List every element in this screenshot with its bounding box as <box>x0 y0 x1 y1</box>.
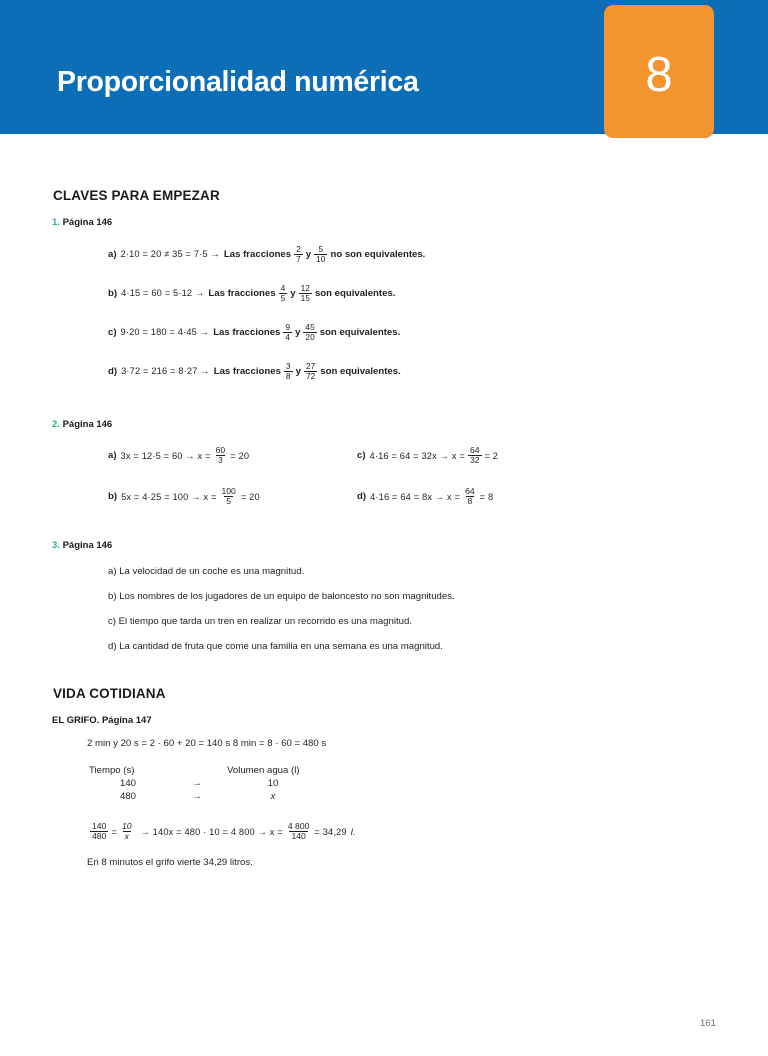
grifo-heading <box>52 715 152 726</box>
fraction-denominator: x <box>124 831 129 842</box>
fraction-numerator: 2 <box>296 244 301 254</box>
exercise-1-answer-a <box>108 245 425 264</box>
grifo-equation <box>87 822 356 841</box>
fraction-denominator: 140 <box>291 831 306 842</box>
fraction-1 <box>283 323 292 342</box>
answer-math-right: = 8 <box>479 491 494 502</box>
page-number: 161 <box>699 1018 716 1029</box>
answer-text-after: son equivalentes. <box>320 365 401 377</box>
fraction-numerator: 100 <box>221 486 236 496</box>
fraction-numerator: 64 <box>465 486 475 496</box>
fraction-2 <box>314 245 327 264</box>
table-row <box>89 791 319 802</box>
answer-math-left: 4·16 = 64 = 8x → x = <box>370 491 461 502</box>
exercise-2-answer-b <box>108 487 260 506</box>
fraction-denominator: 8 <box>467 496 473 507</box>
fraction-2 <box>120 822 134 841</box>
fraction-denominator: 5 <box>226 496 232 507</box>
answer-conjunction: y <box>290 287 296 299</box>
fraction-3 <box>286 822 312 841</box>
unit-number-tab <box>604 5 714 138</box>
answer-text: a) La velocidad de un coche es una magnitud. <box>108 566 305 577</box>
fraction-1 <box>90 822 108 841</box>
unit-number: 8 <box>645 48 673 102</box>
equals-sign: = <box>111 826 117 837</box>
exercise-3-number: 3. <box>52 540 60 551</box>
answer-text-after: no son equivalentes. <box>330 248 426 260</box>
fraction-denominator: 480 <box>92 831 107 842</box>
fraction-numerator: 3 <box>285 361 291 371</box>
fraction-denominator: 8 <box>285 370 291 381</box>
exercise-3-answer-a <box>108 566 304 577</box>
exercise-3-page: Página 146 <box>62 540 113 551</box>
fraction-2 <box>304 362 317 381</box>
answer-math: 2·10 = 20 ≠ 35 = 7·5 → <box>120 249 220 260</box>
fraction-numerator: 4 <box>280 283 286 293</box>
fraction-2 <box>303 323 316 342</box>
answer-text-before: Las fracciones <box>213 365 281 377</box>
equation-unit: l. <box>350 826 356 837</box>
exercise-1-number: 1. <box>52 217 60 228</box>
fraction-numerator: 64 <box>469 445 480 455</box>
fraction-numerator: 5 <box>318 244 324 254</box>
fraction-numerator: 4 800 <box>287 821 310 831</box>
fraction-denominator: 72 <box>305 370 316 381</box>
exercise-2-answer-d <box>357 487 493 506</box>
fraction-denominator: 7 <box>296 253 301 264</box>
column-header-volume: Volumen agua (l) <box>227 765 300 776</box>
fraction-denominator: 5 <box>280 292 286 303</box>
fraction-numerator: 60 <box>215 445 226 455</box>
fraction-denominator: 4 <box>285 331 291 342</box>
fraction-numerator: 140 <box>92 821 107 831</box>
cell-time: 480 <box>119 791 136 802</box>
table-header-row <box>89 765 319 776</box>
fraction-1 <box>294 245 303 264</box>
equation-result: = 34,29 <box>314 826 347 837</box>
fraction-2 <box>299 284 312 303</box>
fraction-numerator: 10 <box>121 821 132 831</box>
answer-math-right: = 20 <box>240 491 260 502</box>
fraction-numerator: 9 <box>285 322 291 332</box>
answer-math-right: = 20 <box>230 450 250 461</box>
answer-text: c) El tiempo que tarda un tren en realizar un recorrido es una magnitud. <box>108 616 412 627</box>
answer-conjunction: y <box>295 326 301 338</box>
column-header-time: Tiempo (s) <box>89 765 135 776</box>
exercise-1-answer-c <box>108 323 400 342</box>
fraction-denominator: 10 <box>316 253 326 264</box>
answer-label: a) <box>108 450 117 462</box>
fraction-numerator: 27 <box>305 361 316 371</box>
fraction-denominator: 20 <box>305 331 315 342</box>
exercise-1-answer-d <box>108 362 401 381</box>
answer-math-left: 3x = 12·5 = 60 → x = <box>120 450 211 461</box>
answer-math: 3·72 = 216 = 8·27 → <box>121 366 210 377</box>
answer-math-right: = 2 <box>484 450 499 461</box>
fraction-1 <box>219 487 237 506</box>
exercise-1-answer-b <box>108 284 395 303</box>
fraction-1 <box>279 284 288 303</box>
section-title-vida-cotidiana: VIDA COTIDIANA <box>53 686 166 701</box>
answer-label: d) <box>108 365 118 377</box>
answer-text-before: Las fracciones <box>213 326 281 338</box>
exercise-2-number: 2. <box>52 419 60 430</box>
section-title-claves: CLAVES PARA EMPEZAR <box>53 188 220 203</box>
fraction-denominator: 15 <box>300 292 310 303</box>
fraction-1 <box>214 446 228 465</box>
answer-text-before: Las fracciones <box>223 248 292 260</box>
fraction-1 <box>284 362 293 381</box>
answer-math: 9·20 = 180 = 4·45 → <box>120 327 210 338</box>
exercise-3-answer-c <box>108 616 412 627</box>
exercise-1-page: Página 146 <box>62 217 113 228</box>
fraction-numerator: 12 <box>300 283 310 293</box>
grifo-heading-text: EL GRIFO. Página 147 <box>52 715 152 726</box>
page-title: Proporcionalidad numérica <box>57 66 419 98</box>
cell-volume: 10 <box>267 778 279 789</box>
fraction-1 <box>463 487 477 506</box>
grifo-conversion-line: 2 min y 20 s = 2 · 60 + 20 = 140 s 8 min = 8 · 60 = 480 s <box>87 738 327 749</box>
equation-middle: → 140x = 480 · 10 = 4 800 → x = <box>140 826 283 837</box>
exercise-3-answer-b <box>108 591 455 602</box>
table-row <box>89 778 319 789</box>
arrow-icon: → <box>192 791 202 802</box>
fraction-denominator: 32 <box>469 455 480 466</box>
answer-label: d) <box>357 491 367 503</box>
exercise-2-answer-a <box>108 446 249 465</box>
cell-volume: x <box>270 791 276 802</box>
exercise-2-page: Página 146 <box>62 419 113 430</box>
answer-text-after: son equivalentes. <box>319 326 401 338</box>
answer-label: c) <box>357 450 366 462</box>
cell-time: 140 <box>119 778 136 789</box>
answer-label: c) <box>108 326 117 338</box>
answer-math-left: 4·16 = 64 = 32x → x = <box>369 450 465 461</box>
exercise-1-heading <box>52 217 112 228</box>
exercise-3-answer-d <box>108 641 443 652</box>
answer-text-before: Las fracciones <box>208 287 276 299</box>
grifo-table <box>87 763 321 804</box>
answer-label: a) <box>108 248 117 260</box>
exercise-2-answer-c <box>357 446 498 465</box>
answer-conjunction: y <box>295 365 301 377</box>
exercise-3-heading <box>52 540 112 551</box>
answer-text: d) La cantidad de fruta que come una familia en una semana es una magnitud. <box>108 641 443 652</box>
fraction-numerator: 45 <box>305 322 315 332</box>
column-header-spacer <box>169 765 225 776</box>
answer-math-left: 5x = 4·25 = 100 → x = <box>121 491 217 502</box>
fraction-denominator: 3 <box>218 455 223 466</box>
exercise-2-heading <box>52 419 112 430</box>
answer-label: b) <box>108 287 118 299</box>
arrow-icon: → <box>192 778 202 789</box>
answer-text: b) Los nombres de los jugadores de un equipo de baloncesto no son magnitudes. <box>108 591 455 602</box>
answer-math: 4·15 = 60 = 5·12 → <box>121 288 205 299</box>
fraction-1 <box>468 446 482 465</box>
answer-text-after: son equivalentes. <box>314 287 396 299</box>
answer-conjunction: y <box>305 248 312 260</box>
answer-label: b) <box>108 491 118 503</box>
grifo-conclusion: En 8 minutos el grifo vierte 34,29 litros. <box>87 857 253 868</box>
